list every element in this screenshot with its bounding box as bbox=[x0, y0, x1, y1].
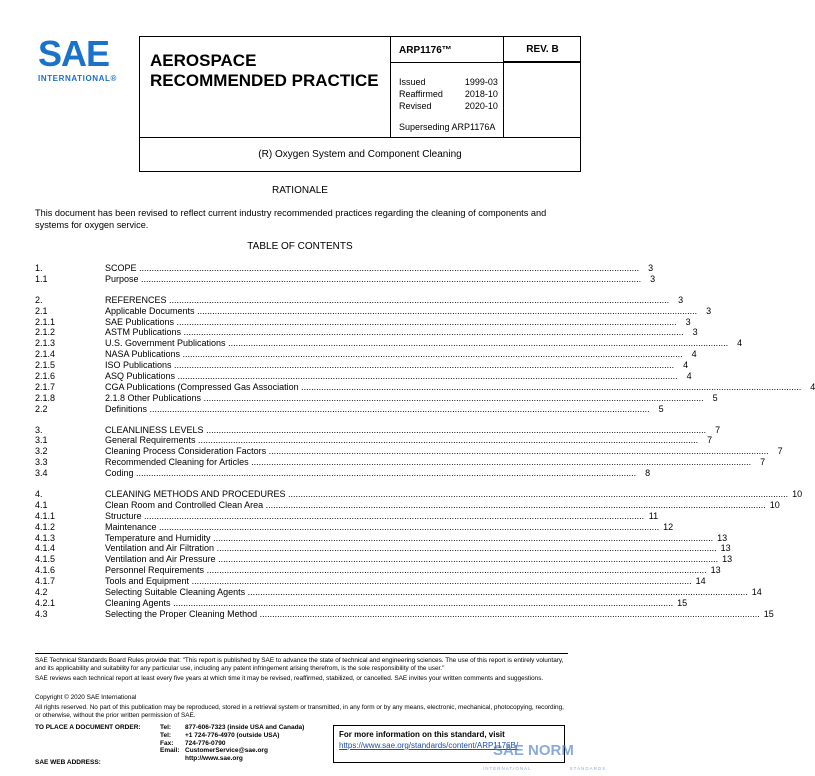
toc-entry-title-text: Recommended Cleaning for Articles bbox=[105, 457, 249, 468]
contact-key: Fax: bbox=[160, 739, 174, 747]
contact-value: +1 724-776-4970 (outside USA) bbox=[185, 731, 280, 739]
toc-entry-number: 4.1.3 bbox=[35, 532, 56, 543]
toc-leader-dots: ........................................................................................................................................................................................................ bbox=[136, 263, 640, 273]
toc-entry-page: 3 bbox=[650, 273, 656, 284]
sae-logo bbox=[38, 33, 122, 83]
toc-entry-title bbox=[105, 468, 636, 479]
toc-entry-page: 7 bbox=[760, 457, 766, 468]
toc-entry-number: 2.1.3 bbox=[35, 338, 56, 349]
toc-entry-number: 2.1.7 bbox=[35, 381, 56, 392]
date-value: 2018-10 bbox=[464, 89, 498, 99]
toc-leader-dots: ........................................................................................................................................................................................................ bbox=[180, 349, 683, 360]
toc-entry-title-text: Clean Room and Controlled Clean Area bbox=[105, 499, 264, 510]
toc-entry-title bbox=[105, 306, 697, 317]
toc-entry-number: 4. bbox=[35, 489, 43, 500]
toc-entry-number: 2.1.4 bbox=[35, 349, 56, 360]
toc-entry-title-text: Selecting the Proper Cleaning Method bbox=[105, 608, 258, 619]
toc-entry-title-text: Cleaning Process Consideration Factors bbox=[105, 446, 267, 457]
date-label: Reaffirmed bbox=[399, 89, 443, 99]
toc-entry-page: 11 bbox=[648, 510, 659, 521]
toc-entry-page: 13 bbox=[710, 565, 721, 576]
toc-entry-page: 14 bbox=[751, 587, 762, 598]
revision-label: REV. B bbox=[526, 44, 559, 55]
toc-entry-title bbox=[105, 327, 684, 338]
toc-entry-title-text: Applicable Documents bbox=[105, 305, 195, 316]
toc-entry-page: 4 bbox=[810, 381, 815, 392]
toc-entry-page: 13 bbox=[717, 532, 728, 543]
toc-entry[interactable] bbox=[35, 468, 651, 479]
toc-entry-page: 7 bbox=[777, 446, 783, 457]
toc-leader-dots: ........................................................................................................................................................................................................ bbox=[203, 424, 707, 435]
rights-text: All rights reserved. No part of this publication may be reproduced, stored in a retrieval system or transmitted, in any form or by any means, electronic, mechanical, photocopying, recording, or otherwise, without the prior written permission of SAE. bbox=[35, 704, 564, 719]
toc-entry-title-text: General Requirements bbox=[105, 435, 196, 446]
toc-entry-title bbox=[105, 576, 692, 587]
toc-spacer bbox=[35, 285, 569, 295]
toc-entry-title bbox=[105, 360, 674, 371]
toc-entry-title bbox=[105, 609, 760, 620]
toc-entry[interactable] bbox=[35, 392, 718, 404]
toc-entry[interactable] bbox=[35, 263, 654, 274]
toc-entry-title bbox=[105, 404, 650, 415]
toc-entry-page: 3 bbox=[685, 316, 691, 327]
toc-entry-title bbox=[105, 338, 728, 349]
toc-entry[interactable] bbox=[35, 489, 803, 500]
rationale-text: This document has been revised to reflect current industry recommended practices regarding the cleaning of components and systems for oxygen service. bbox=[35, 208, 547, 230]
toc-entry-number: 2.1.6 bbox=[35, 371, 56, 382]
toc-entry-title bbox=[105, 457, 751, 468]
toc-entry[interactable] bbox=[35, 597, 688, 609]
date-label: Issued bbox=[399, 77, 426, 87]
contact-value: 877-606-7323 (inside USA and Canada) bbox=[185, 724, 305, 731]
toc-entry-title bbox=[105, 274, 641, 285]
toc-leader-dots: ........................................................................................................................................................................................................ bbox=[156, 521, 660, 532]
toc-entry[interactable] bbox=[35, 587, 762, 598]
footer-rules-text: SAE Technical Standards Board Rules provide that: "This report is published by SAE to advance the state of technical and engineering sciences. The use of this report is entirely voluntary, and its applicability and suitability for any particular use, including any patent infringement arising therefrom, is the sole responsibility of the user." bbox=[35, 657, 564, 672]
toc-entry-title bbox=[105, 522, 659, 533]
toc-entry[interactable] bbox=[35, 403, 664, 415]
toc-entry-page: 4 bbox=[686, 371, 692, 382]
toc-entry-number: 3.1 bbox=[35, 435, 48, 446]
contact-key: Email: bbox=[160, 747, 180, 755]
toc-entry-page: 4 bbox=[737, 338, 743, 349]
toc-entry-title bbox=[105, 587, 748, 598]
toc-entry-title-text: ASTM Publications bbox=[105, 327, 182, 338]
toc-leader-dots: ........................................................................................................................................................................................................ bbox=[263, 499, 766, 510]
toc-entry-page: 7 bbox=[707, 435, 713, 446]
toc-entry-page: 4 bbox=[691, 349, 697, 360]
toc-entry-page: 15 bbox=[677, 597, 688, 608]
toc-entry-number: 4.2 bbox=[35, 587, 48, 598]
superseding-note: Superseding ARP1176A bbox=[399, 122, 496, 132]
toc-entry[interactable] bbox=[35, 510, 659, 522]
toc-entry[interactable] bbox=[35, 532, 728, 544]
toc-entry[interactable] bbox=[35, 305, 712, 317]
toc-entry[interactable] bbox=[35, 576, 706, 587]
toc-entry-number: 2. bbox=[35, 294, 43, 305]
toc-entry-title bbox=[105, 533, 713, 544]
document-header-box bbox=[139, 36, 581, 172]
toc-entry-page: 7 bbox=[715, 424, 721, 435]
toc-leader-dots: ........................................................................................................................................................................................................ bbox=[175, 371, 678, 382]
toc-entry-title bbox=[105, 554, 718, 565]
toc-entry-page: 5 bbox=[712, 392, 718, 403]
toc-entry-title bbox=[105, 446, 769, 457]
toc-entry-number: 4.1.6 bbox=[35, 565, 56, 576]
contact-table bbox=[160, 724, 304, 763]
toc-entry-title bbox=[105, 263, 639, 274]
toc-entry-title bbox=[105, 435, 698, 446]
toc-entry-title-text: Structure bbox=[105, 510, 142, 521]
toc-entry-title bbox=[105, 295, 669, 306]
document-number: ARP1176™ bbox=[399, 45, 452, 56]
logo-subtext: INTERNATIONAL® bbox=[38, 74, 118, 83]
toc-entry-page: 12 bbox=[663, 521, 674, 532]
toc-leader-dots: ........................................................................................................................................................................................................ bbox=[225, 338, 729, 349]
footer-divider bbox=[35, 653, 568, 654]
divider bbox=[140, 137, 580, 138]
toc-entry-title bbox=[105, 543, 717, 554]
toc-entry[interactable] bbox=[35, 349, 697, 360]
toc-entry-page: 3 bbox=[706, 305, 712, 316]
toc-leader-dots: ........................................................................................................................................................................................................ bbox=[133, 468, 637, 479]
contact-key: Tel: bbox=[160, 731, 172, 739]
toc-leader-dots: ........................................................................................................................................................................................................ bbox=[204, 565, 707, 576]
more-info-heading: For more information on this standard, visit bbox=[339, 730, 505, 739]
toc-entry-title-text: U.S. Government Publications bbox=[105, 338, 226, 349]
toc-entry-number: 2.1 bbox=[35, 305, 48, 316]
toc-leader-dots: ........................................................................................................................................................................................................ bbox=[285, 489, 789, 500]
toc-leader-dots: ........................................................................................................................................................................................................ bbox=[266, 446, 769, 457]
toc-entry-title-text: Ventilation and Air Pressure bbox=[105, 554, 216, 565]
standard-link[interactable]: https://www.sae.org/standards/content/ARP1176B/ bbox=[339, 741, 519, 750]
toc-entry[interactable] bbox=[35, 543, 731, 554]
toc-entry-page: 5 bbox=[658, 403, 664, 414]
toc-entry-page: 10 bbox=[792, 489, 803, 500]
toc-entry-title bbox=[105, 371, 678, 382]
toc-entry-number: 2.1.1 bbox=[35, 316, 56, 327]
toc-entry-title-text: SCOPE bbox=[105, 263, 137, 273]
toc-entry-title-text: Purpose bbox=[105, 273, 139, 284]
toc-entry-page: 4 bbox=[683, 360, 689, 371]
toc-entry-title-text: Tools and Equipment bbox=[105, 576, 190, 587]
toc-entry-title bbox=[105, 425, 706, 436]
toc-entry-title bbox=[105, 489, 788, 500]
toc-entry-title-text: Personnel Requirements bbox=[105, 565, 205, 576]
toc-entry[interactable] bbox=[35, 381, 815, 393]
header-title-cell bbox=[140, 37, 391, 137]
toc-entry[interactable] bbox=[35, 457, 766, 468]
toc-leader-dots: ........................................................................................................................................................................................................ bbox=[181, 327, 684, 338]
toc-entry-number: 4.1.4 bbox=[35, 543, 56, 554]
toc-entry-number: 1.1 bbox=[35, 273, 48, 284]
toc-entry-page: 10 bbox=[769, 499, 780, 510]
toc-entry-title-text: ISO Publications bbox=[105, 360, 172, 371]
toc-entry-title bbox=[105, 317, 677, 328]
contact-key bbox=[160, 755, 185, 763]
toc-entry-title-text: Temperature and Humidity bbox=[105, 532, 211, 543]
date-value: 2020-10 bbox=[464, 101, 498, 111]
toc-entry-title bbox=[105, 511, 644, 522]
toc-entry-number: 1. bbox=[35, 263, 43, 273]
title-line-2: RECOMMENDED PRACTICE bbox=[150, 71, 379, 90]
toc-entry-title bbox=[105, 349, 683, 360]
toc-entry[interactable] bbox=[35, 424, 721, 436]
toc-entry-number: 3.4 bbox=[35, 468, 48, 479]
toc-entry-title-text: CGA Publications (Compressed Gas Association bbox=[105, 381, 299, 392]
toc-entry-title-text: ASQ Publications bbox=[105, 371, 176, 382]
toc-leader-dots: ........................................................................................................................................................................................................ bbox=[189, 576, 692, 587]
toc-entry[interactable] bbox=[35, 327, 698, 338]
toc-entry-number: 3.3 bbox=[35, 457, 48, 468]
toc-leader-dots: ........................................................................................................................................................................................................ bbox=[170, 597, 674, 608]
toc-entry-number: 2.1.2 bbox=[35, 327, 56, 338]
toc-leader-dots: ........................................................................................................................................................................................................ bbox=[245, 587, 748, 598]
footer-review-text: SAE reviews each technical report at least every five years at which time it may be revised, reaffirmed, stabilized, or cancelled. SAE invites your written comments and suggestions. bbox=[35, 675, 544, 682]
toc-leader-dots: ........................................................................................................................................................................................................ bbox=[248, 457, 752, 468]
rationale-heading: RATIONALE bbox=[272, 185, 328, 196]
toc-entry-number: 4.1.2 bbox=[35, 521, 56, 532]
title-line-1: AEROSPACE bbox=[150, 51, 257, 70]
date-table bbox=[399, 76, 498, 112]
toc-entry-title bbox=[105, 393, 704, 404]
toc-leader-dots: ........................................................................................................................................................................................................ bbox=[194, 305, 698, 316]
toc-entry-title-text: Maintenance bbox=[105, 521, 157, 532]
toc-leader-dots: ........................................................................................................................................................................................................ bbox=[214, 543, 717, 554]
order-label: TO PLACE A DOCUMENT ORDER: bbox=[35, 724, 141, 731]
header-rev-cell bbox=[504, 37, 581, 62]
toc-entry[interactable] bbox=[35, 435, 713, 446]
toc-entry-number: 3. bbox=[35, 424, 43, 435]
toc-entry[interactable] bbox=[35, 446, 783, 457]
toc-spacer bbox=[35, 415, 569, 425]
toc-entry-title-text: Coding bbox=[105, 468, 134, 479]
logo-text: SAE bbox=[38, 33, 110, 74]
toc-leader-dots: ........................................................................................................................................................................................................ bbox=[138, 273, 642, 284]
toc-spacer bbox=[35, 479, 569, 489]
toc-entry[interactable] bbox=[35, 294, 684, 306]
date-value: 1999-03 bbox=[464, 77, 498, 87]
toc-entry-page: 3 bbox=[648, 263, 654, 273]
toc-entry-page: 14 bbox=[695, 576, 706, 587]
toc-entry-title-text: Ventilation and Air Filtration bbox=[105, 543, 215, 554]
toc-leader-dots: ........................................................................................................................................................................................................ bbox=[147, 403, 650, 414]
toc-entry-number: 4.1.1 bbox=[35, 510, 56, 521]
toc-entry[interactable] bbox=[35, 371, 692, 382]
toc-entry-title bbox=[105, 598, 673, 609]
toc-leader-dots: ........................................................................................................................................................................................................ bbox=[210, 532, 714, 543]
toc-entry[interactable] bbox=[35, 338, 743, 349]
toc-entry-number: 4.1.5 bbox=[35, 554, 56, 565]
toc-entry-page: 13 bbox=[720, 543, 731, 554]
toc-entry-number: 4.2.1 bbox=[35, 597, 56, 608]
toc-entry-page: 3 bbox=[692, 327, 698, 338]
table-of-contents bbox=[35, 263, 815, 620]
toc-entry-number: 2.2 bbox=[35, 403, 48, 414]
toc-leader-dots: ........................................................................................................................................................................................................ bbox=[141, 510, 645, 521]
toc-entry[interactable] bbox=[35, 608, 774, 620]
toc-entry[interactable] bbox=[35, 360, 689, 371]
website-link[interactable]: http://www.sae.org bbox=[185, 755, 243, 763]
watermark-logo: SAE NORM bbox=[493, 742, 574, 759]
toc-leader-dots: ........................................................................................................................................................................................................ bbox=[215, 554, 719, 565]
toc-leader-dots: ........................................................................................................................................................................................................ bbox=[257, 608, 760, 619]
toc-heading: TABLE OF CONTENTS bbox=[247, 241, 353, 252]
email-link[interactable]: CustomerService@sae.org bbox=[185, 747, 268, 755]
toc-entry-number: 4.1 bbox=[35, 499, 48, 510]
toc-entry-title-text: SAE Publications bbox=[105, 316, 175, 327]
toc-entry-page: 3 bbox=[678, 294, 684, 305]
toc-entry-title-text: Cleaning Agents bbox=[105, 597, 171, 608]
toc-leader-dots: ........................................................................................................................................................................................................ bbox=[174, 316, 677, 327]
toc-entry-number: 3.2 bbox=[35, 446, 48, 457]
toc-entry-number: 2.1.8 bbox=[35, 392, 56, 403]
toc-entry-page: 8 bbox=[645, 468, 651, 479]
toc-entry[interactable] bbox=[35, 521, 674, 533]
toc-entry[interactable] bbox=[35, 565, 721, 576]
toc-entry-title-text: Definitions bbox=[105, 403, 148, 414]
contact-key: Tel: bbox=[160, 724, 172, 731]
watermark-subtext: INTERNATIONAL STANDARDS bbox=[483, 766, 607, 771]
document-type-title bbox=[150, 51, 379, 91]
toc-entry-title-text: CLEANING METHODS AND PROCEDURES bbox=[105, 489, 286, 500]
toc-entry-title bbox=[105, 500, 766, 511]
toc-entry-page: 15 bbox=[763, 608, 774, 619]
toc-entry[interactable] bbox=[35, 554, 733, 565]
toc-entry-title-text: NASA Publications bbox=[105, 349, 181, 360]
toc-entry-title bbox=[105, 565, 707, 576]
toc-entry-title-text: Selecting Suitable Cleaning Agents bbox=[105, 587, 246, 598]
date-label: Revised bbox=[399, 101, 432, 111]
toc-entry-title bbox=[105, 382, 801, 393]
divider bbox=[391, 62, 581, 63]
toc-leader-dots: ........................................................................................................................................................................................................ bbox=[201, 392, 704, 403]
web-address-label: SAE WEB ADDRESS: bbox=[35, 759, 101, 766]
toc-entry[interactable] bbox=[35, 316, 691, 328]
toc-entry[interactable] bbox=[35, 499, 780, 511]
document-subject: (R) Oxygen System and Component Cleaning bbox=[258, 149, 462, 160]
toc-entry-page: 13 bbox=[722, 554, 733, 565]
toc-entry[interactable] bbox=[35, 273, 656, 285]
toc-entry-number: 2.1.5 bbox=[35, 360, 56, 371]
toc-entry-number: 4.1.7 bbox=[35, 576, 56, 587]
toc-entry-title-text: REFERENCES bbox=[105, 294, 167, 305]
toc-entry-title-text: CLEANLINESS LEVELS bbox=[105, 424, 204, 435]
toc-leader-dots: ........................................................................................................................................................................................................ bbox=[166, 294, 670, 305]
contact-value: 724-776-0790 bbox=[185, 739, 226, 747]
toc-entry-number: 4.3 bbox=[35, 608, 48, 619]
toc-leader-dots: ........................................................................................................................................................................................................ bbox=[171, 360, 675, 371]
toc-leader-dots: ........................................................................................................................................................................................................ bbox=[298, 381, 802, 392]
toc-leader-dots: ........................................................................................................................................................................................................ bbox=[195, 435, 699, 446]
copyright-text: Copyright © 2020 SAE International bbox=[35, 694, 137, 701]
toc-entry-title-text: 2.1.8 Other Publications bbox=[105, 392, 202, 403]
